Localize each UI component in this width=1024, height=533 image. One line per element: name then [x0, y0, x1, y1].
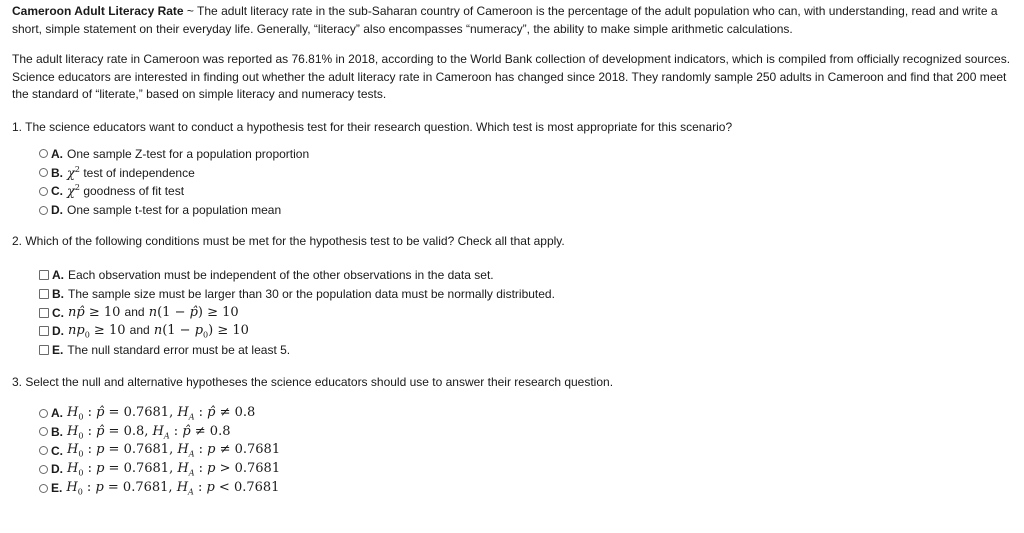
q2-option-c[interactable]: C. np̂ ≥ 10 and n(1 − p̂) ≥ 10	[39, 303, 1012, 322]
checkbox[interactable]	[39, 289, 49, 299]
question-2-text: 2. Which of the following conditions must be met for the hypothesis test to be valid? Check all that apply.	[12, 233, 565, 248]
q2-option-b[interactable]: B. The sample size must be larger than 30 or the population data must be normally distributed.	[39, 284, 1012, 303]
q3-option-c[interactable]: C. $H_0$ : p = 0.7681, $H_A$ : p ≠ 0.7681	[39, 441, 1012, 460]
hypothesis-formula: $H_0$ : p = 0.7681, $H_A$ : p > 0.7681	[67, 461, 281, 478]
question-3-options	[39, 404, 1012, 498]
radio-button[interactable]	[39, 446, 48, 455]
problem-page	[12, 0, 1012, 498]
q2-option-e[interactable]: E. The null standard error must be at least 5.	[39, 341, 1012, 360]
condition-formula: $np_0 \ge 10$ and $n(1 - p_0) \ge 10$	[68, 323, 249, 340]
checkbox[interactable]	[39, 270, 49, 280]
q3-option-a[interactable]: A. $H_0$ : p̂ = 0.7681, $H_A$ : p̂ ≠ 0.8	[39, 404, 1012, 423]
radio-button[interactable]	[39, 409, 48, 418]
q1-option-d[interactable]: D. One sample t-test for a population mean	[39, 201, 1012, 220]
radio-button[interactable]	[39, 465, 48, 474]
checkbox[interactable]	[39, 345, 49, 355]
hypothesis-formula: $H_0$ : p = 0.7681, $H_A$ : p < 0.7681	[66, 479, 280, 497]
radio-button[interactable]	[39, 168, 48, 177]
question-2-options	[39, 266, 1012, 360]
radio-button[interactable]	[39, 484, 48, 493]
q1-option-c[interactable]: C. $\chi^2$ goodness of fit test	[39, 182, 1012, 201]
radio-button[interactable]	[39, 149, 48, 158]
hypothesis-formula: $H_0$ : p = 0.7681, $H_A$ : p ≠ 0.7681	[67, 442, 281, 459]
chi-squared-symbol: $\chi^2$	[67, 164, 80, 181]
intro-paragraph	[12, 3, 1012, 38]
hypothesis-formula: $H_0$ : p̂ = 0.7681, $H_A$ : p̂ ≠ 0.8	[67, 404, 256, 422]
hypothesis-formula: $H_0$ : p̂ = 0.8, $H_A$ : p̂ ≠ 0.8	[67, 423, 231, 441]
radio-button[interactable]	[39, 187, 48, 196]
problem-title: Cameroon Adult Literacy Rate	[12, 4, 184, 18]
condition-formula: np̂ ≥ 10 and n(1 − p̂) ≥ 10	[68, 305, 239, 321]
question-1-text: 1. The science educators want to conduct a hypothesis test for their research question. Which test is most appropriate for this scenario?	[12, 119, 733, 134]
question-3-text: 3. Select the null and alternative hypotheses the science educators should use to answer their research question.	[12, 374, 614, 389]
q2-option-d[interactable]: D. $np_0 \ge 10$ and $n(1 - p_0) \ge 10$	[39, 322, 1012, 341]
chi-squared-symbol: $\chi^2$	[67, 183, 80, 200]
q1-option-a[interactable]: A. One sample Z-test for a population proportion	[39, 145, 1012, 164]
q2-option-a[interactable]: A. Each observation must be independent of the other observations in the data set.	[39, 266, 1012, 285]
radio-button[interactable]	[39, 427, 48, 436]
q3-option-e[interactable]: E. $H_0$ : p = 0.7681, $H_A$ : p < 0.7681	[39, 479, 1012, 498]
intro-text: ~ The adult literacy rate in the sub-Saharan country of Cameroon is the percentage of the adult population who can, with understanding, read and write a short, simple statement on their everyday life. Generally, “literacy” also encompasses “numeracy”, the ability to make simple arithmetic calculations.	[12, 4, 998, 36]
q3-option-d[interactable]: D. $H_0$ : p = 0.7681, $H_A$ : p > 0.7681	[39, 460, 1012, 479]
question-1-options	[39, 145, 1012, 220]
radio-button[interactable]	[39, 206, 48, 215]
checkbox[interactable]	[39, 326, 49, 336]
checkbox[interactable]	[39, 308, 49, 318]
context-paragraph: The adult literacy rate in Cameroon was reported as 76.81% in 2018, according to the World Bank collection of development indicators, which is compiled from officially recognized sources. Science educators are interested in finding out whether the adult literacy rate in Cameroon has changed since 2018. They randomly sample 250 adults in Cameroon and find that 200 meet the standard of “literate,” based on simple literacy and numeracy tests.	[12, 52, 1011, 101]
q1-option-b[interactable]: B. $\chi^2$ test of independence	[39, 163, 1012, 182]
q3-option-b[interactable]: B. $H_0$ : p̂ = 0.8, $H_A$ : p̂ ≠ 0.8	[39, 422, 1012, 441]
